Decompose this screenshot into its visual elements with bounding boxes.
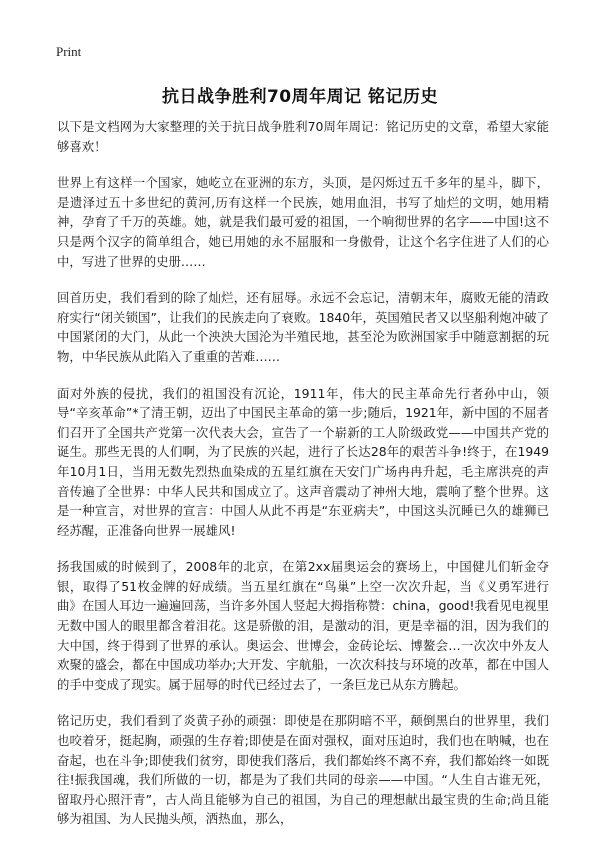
article-body bbox=[57, 117, 549, 846]
article-paragraph: 世界上有这样一个国家，她屹立在亚洲的东方，头顶，是闪烁过五千多年的星斗，脚下，是遗泽过五十多世纪的黄河,历有这样一个民族，她用血泪，书写了灿烂的文明，她用精神，孕育了千万的英雄。她，就是我们最可爱的祖国，一个响彻世界的名字——中国!这不只是两个汉字的简单组合，她已用她的永不屈服和一身傲骨，让这个名字住进了人们的心中，写进了世界的史册…… bbox=[57, 175, 549, 269]
intro-paragraph: 以下是文档网为大家整理的关于抗日战争胜利70周年周记：铭记历史的文章，希望大家能够喜欢！ bbox=[57, 119, 549, 154]
article-paragraph: 回首历史，我们看到的除了灿烂，还有屈辱。永远不会忘记，清朝末年，腐败无能的清政府实行“闭关锁国”，让我们的民族走向了衰败。1840年，英国殖民者又以坚船利炮冲破了中国紧闭的大门，从此一个泱泱大国沦为半殖民地，甚至沦为欧洲国家手中随意割据的玩物，中华民族从此陷入了重重的苦难…… bbox=[57, 290, 549, 364]
page-title: 抗日战争胜利70周年周记 铭记历史 bbox=[161, 87, 439, 107]
article-paragraph: 面对外族的侵扰，我们的祖国没有沉论，1911年，伟大的民主革命先行者孙中山，领导“辛亥革命”*了清王朝，迈出了中国民主革命的第一步;随后，1921年，新中国的不屈者们召开了全国共产党第一次代表大会，宣告了一个崭新的工人阶级政党——中国共产党的诞生。那些无畏的人们啊，为了民族的兴起，进行了长达28年的艰苦斗争!终于，在1949年10月1日，当用无数先烈热血染成的五星红旗在天安门广场冉冉升起，毛主席洪亮的声音传遍了全世界：中华人民共和国成立了。这声音震动了神州大地，震响了整个世界。这是一种宣言，对世界的宣言：中国人从此不再是“东亚病夫”，中国这头沉睡已久的雄狮已经苏醒，正准备向世界一展雄风! bbox=[57, 385, 549, 538]
article-paragraph: 铭记历史，我们看到了炎黄子孙的顽强：即使是在那阴暗不平，颠倒黑白的世界里，我们也咬着牙，挺起胸，顽强的生存着;即使是在面对强权，面对压迫时，我们也在呐喊，也在奋起，也在斗争;即使我们贫穷，即使我们落后，我们都始终不离不弃，我们都始终一如既往!振我国魂，我们所做的一切，都是为了我们共同的母亲——中国。“人生自古谁无死，留取丹心照汗青”，古人尚且能够为自己的祖国，为自己的理想献出最宝贵的生命;尚且能够为祖国、为人民抛头颅，洒热血，那么， bbox=[57, 713, 549, 827]
print-link[interactable]: Print bbox=[56, 44, 82, 59]
article-paragraph: 扬我国威的时候到了，2008年的北京，在第2xx届奥运会的赛场上，中国健儿们斩金夺银，取得了51枚金牌的好成绩。当五星红旗在“鸟巢”上空一次次升起，当《义勇军进行曲》在国人耳边一遍遍回荡，当许多外国人竖起大拇指称赞：china，good!我看见电视里无数中国人的眼里都含着泪花。这是骄傲的泪，是激动的泪，更是幸福的泪，因为我们的大中国，终于得到了世界的承认。奥运会、世博会，金砖论坛、博鳌会…一次次中外友人欢聚的盛会，都在中国成功举办;大开发、宇航船，一次次科技与环境的改革，都在中国人的手中变成了现实。属于屈辱的时代已经过去了，一条巨龙已从东方腾起。 bbox=[57, 559, 549, 692]
